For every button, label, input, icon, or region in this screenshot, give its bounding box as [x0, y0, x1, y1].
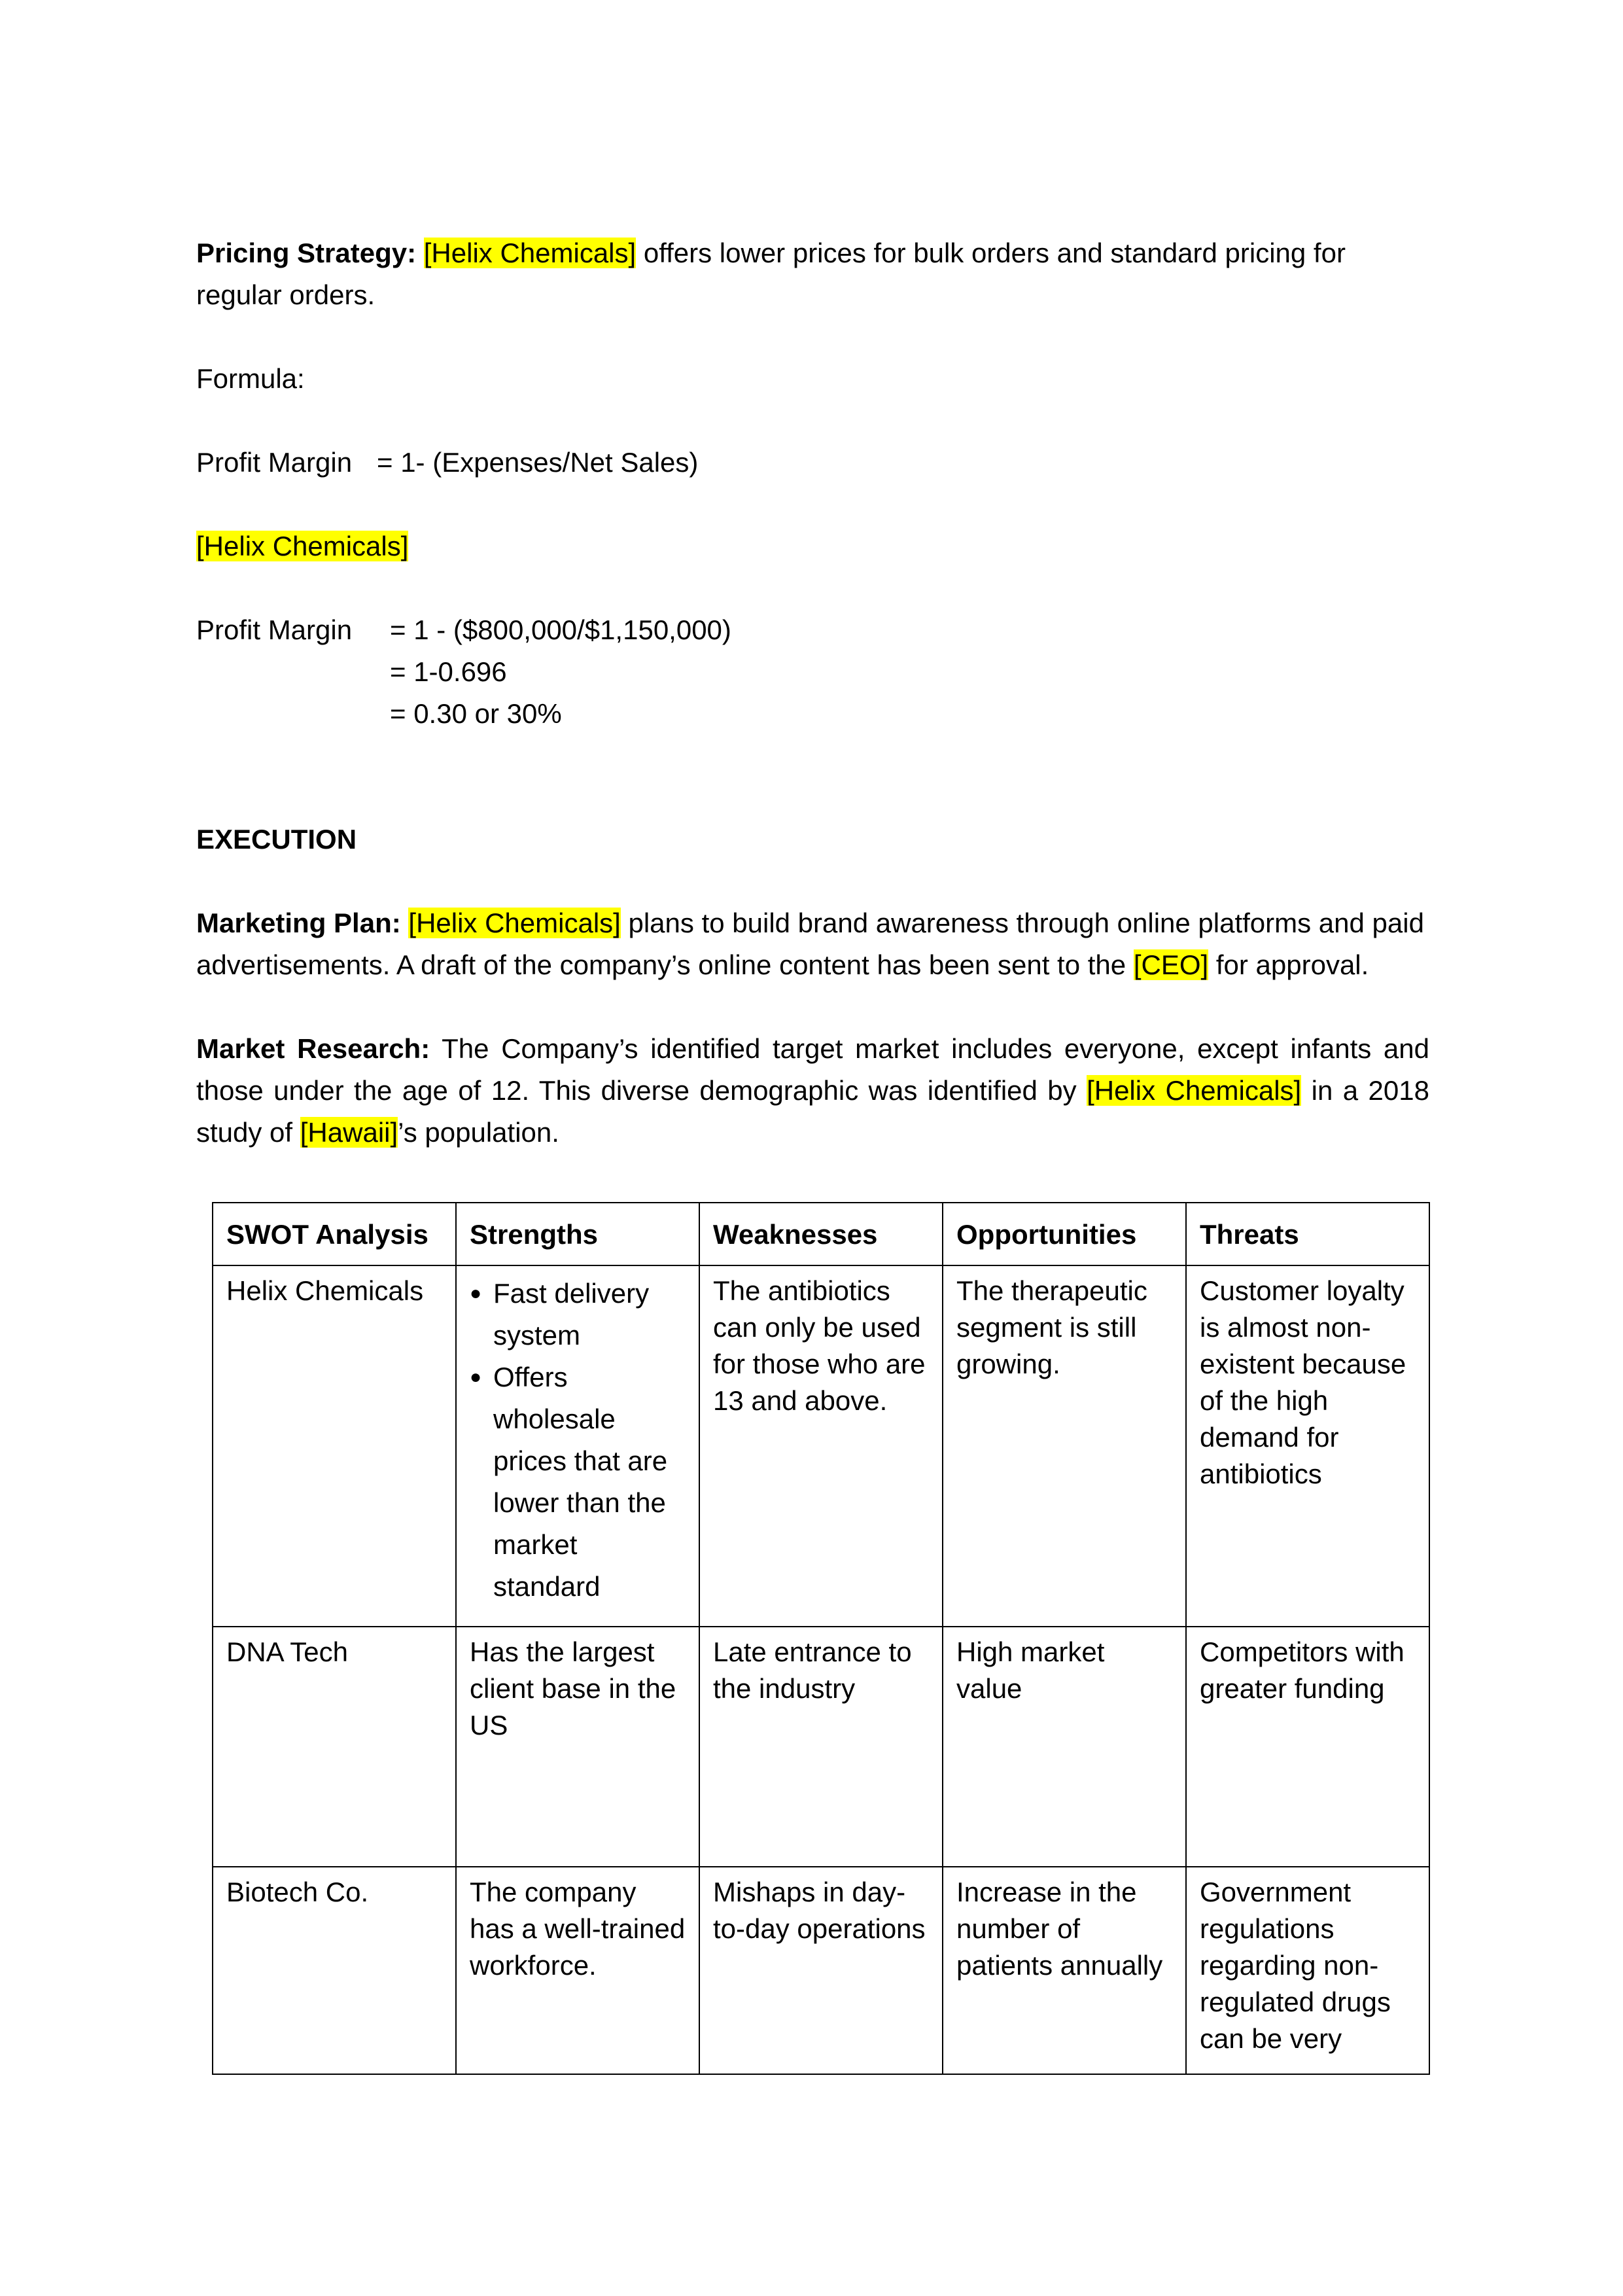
company-formula-step-3: = 0.30 or 30% — [390, 698, 562, 729]
threats-cell: Competitors with greater funding — [1186, 1627, 1429, 1867]
row-name: Helix Chemicals — [213, 1265, 456, 1627]
company-formula-lhs: Profit Margin — [196, 614, 353, 645]
general-formula-lhs: Profit Margin — [196, 447, 353, 478]
location-placeholder: [Hawaii] — [300, 1117, 398, 1148]
swot-table — [212, 1202, 1430, 2075]
row-name: Biotech Co. — [213, 1867, 456, 2074]
market-research-text-2: in a 2018 study of — [196, 1075, 1429, 1148]
table-row — [213, 1867, 1429, 2074]
threats-cell: Government regulations regarding non-regulated drugs can be very — [1186, 1867, 1429, 2074]
research-company-placeholder: [Helix Chemicals] — [1087, 1075, 1302, 1106]
marketing-plan-label: Marketing Plan: — [196, 908, 401, 938]
marketing-plan-text-2: for approval. — [1208, 949, 1369, 980]
strengths-cell: The company has a well-trained workforce. — [456, 1867, 699, 2074]
table-row — [213, 1627, 1429, 1867]
market-research-text-3: ’s population. — [398, 1117, 559, 1148]
strengths-cell: Has the largest client base in the US — [456, 1627, 699, 1867]
market-research-text-1: The Company’s identified target market includes everyone, except infants and those under the age of 12. This diverse demographic was identified by — [196, 1033, 1430, 1106]
weaknesses-cell: The antibiotics can only be used for those who are 13 and above. — [699, 1265, 943, 1627]
header-strengths: Strengths — [456, 1203, 699, 1265]
strengths-list — [470, 1273, 686, 1608]
marketing-plan-text-1: plans to build brand awareness through online platforms and paid advertisements. A draft of the company’s online content has been sent to the — [196, 908, 1424, 980]
table-row — [213, 1265, 1429, 1627]
header-opportunities: Opportunities — [943, 1203, 1186, 1265]
marketing-plan-paragraph — [196, 902, 1429, 986]
company-formula-step-1: = 1 - ($800,000/$1,150,000) — [390, 614, 731, 645]
pricing-strategy-paragraph — [196, 232, 1429, 316]
formula-label: Formula: — [196, 363, 305, 394]
execution-heading: EXECUTION — [196, 824, 357, 855]
company-placeholder: [Helix Chemicals] — [423, 238, 637, 268]
opportunities-cell: High market value — [943, 1627, 1186, 1867]
formula-company-placeholder: [Helix Chemicals] — [196, 531, 409, 561]
strengths-cell — [456, 1265, 699, 1627]
ceo-placeholder: [CEO] — [1133, 949, 1209, 980]
document-body — [196, 232, 1429, 1154]
company-formula-line-1 — [196, 609, 1429, 651]
company-formula-line-2 — [196, 651, 1429, 693]
table-header-row — [213, 1203, 1429, 1265]
general-formula — [196, 442, 1429, 484]
company-formula-line-3 — [196, 693, 1429, 735]
weaknesses-cell: Mishaps in day-to-day operations — [699, 1867, 943, 2074]
opportunities-cell: The therapeutic segment is still growing. — [943, 1265, 1186, 1627]
header-swot-analysis: SWOT Analysis — [213, 1203, 456, 1265]
company-formula-step-2: = 1-0.696 — [390, 656, 507, 687]
header-weaknesses: Weaknesses — [699, 1203, 943, 1265]
market-research-paragraph — [196, 1028, 1429, 1154]
header-threats: Threats — [1186, 1203, 1429, 1265]
pricing-strategy-label: Pricing Strategy: — [196, 238, 417, 268]
threats-cell: Customer loyalty is almost non-existent because of the high demand for antibiotics — [1186, 1265, 1429, 1627]
list-item: ● Fast delivery system — [470, 1273, 686, 1356]
marketing-company-placeholder: [Helix Chemicals] — [408, 908, 621, 938]
row-name: DNA Tech — [213, 1627, 456, 1867]
weaknesses-cell: Late entrance to the industry — [699, 1627, 943, 1867]
opportunities-cell: Increase in the number of patients annually — [943, 1867, 1186, 2074]
market-research-label: Market Research: — [196, 1033, 430, 1064]
pricing-strategy-text: offers lower prices for bulk orders and standard pricing for regular orders. — [196, 238, 1346, 310]
general-formula-rhs: = 1- (Expenses/Net Sales) — [377, 447, 699, 478]
list-item: ● Offers wholesale prices that are lower than the market standard — [470, 1356, 686, 1608]
